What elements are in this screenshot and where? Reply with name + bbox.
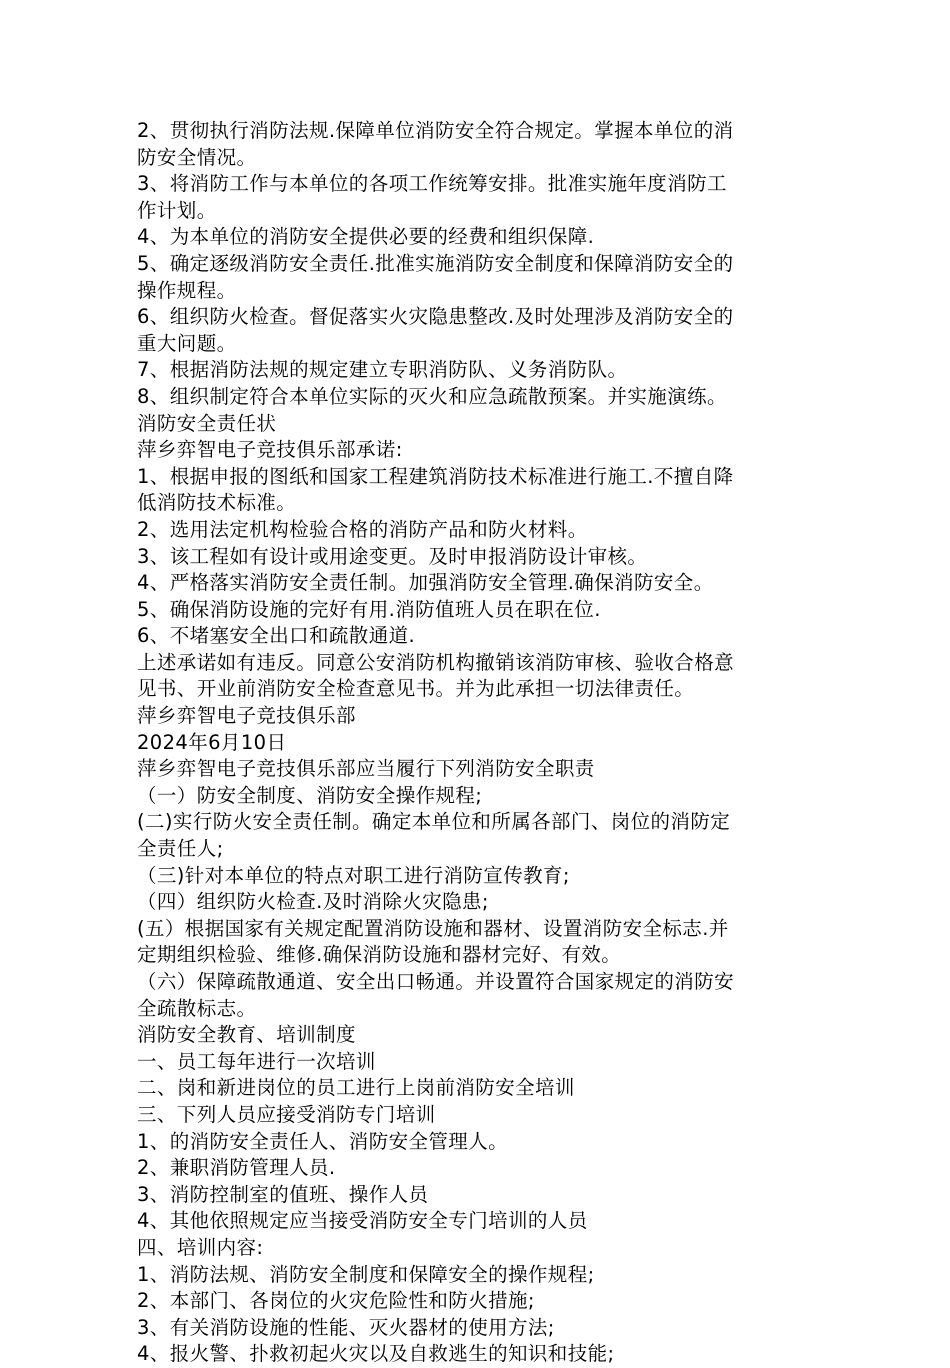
text-line: 作计划。 <box>137 198 217 222</box>
text-line: 3、有关消防设施的性能、灭火器材的使用方法; <box>137 1315 555 1339</box>
text-line: （一）防安全制度、消防安全操作规程; <box>137 783 483 807</box>
text-line: （三)针对本单位的特点对职工进行消防宣传教育; <box>137 863 570 887</box>
text-line: 萍乡弈智电子竞技俱乐部承诺: <box>137 438 403 462</box>
text-line: 2、贯彻执行消防法规.保障单位消防安全符合规定。掌握本单位的消 <box>137 119 734 142</box>
text-line: 6、组织防火检查。督促落实火灾隐患整改.及时处理涉及消防安全的 <box>137 305 734 329</box>
section-heading: 消防安全教育、培训制度 <box>137 1023 356 1047</box>
text-line: 2、本部门、各岗位的火灾危险性和防火措施; <box>137 1289 535 1313</box>
text-line: 二、岗和新进岗位的员工进行上岗前消防安全培训 <box>137 1076 575 1100</box>
signature-org: 萍乡弈智电子竞技俱乐部 <box>137 704 356 728</box>
section-heading: 萍乡弈智电子竞技俱乐部应当履行下列消防安全职责 <box>137 757 595 781</box>
text-line: 8、组织制定符合本单位实际的灭火和应急疏散预案。并实施演练。 <box>137 384 727 408</box>
text-line: 四、培训内容: <box>137 1235 264 1259</box>
text-line: 一、员工每年进行一次培训 <box>137 1049 376 1073</box>
text-line: 2、兼职消防管理人员. <box>137 1156 336 1180</box>
text-line: 7、根据消防法规的规定建立专职消防队、义务消防队。 <box>137 358 628 382</box>
text-line: 重大问题。 <box>137 331 237 355</box>
text-line: （四）组织防火检查.及时消除火灾隐患; <box>137 890 489 914</box>
signature-date: 2024年6月10日 <box>137 730 287 754</box>
section-heading: 消防安全责任状 <box>137 411 277 435</box>
text-line: 4、其他依照规定应当接受消防安全专门培训的人员 <box>137 1209 588 1233</box>
text-line: 操作规程。 <box>137 278 237 302</box>
text-line: 低消防技术标准。 <box>137 491 297 515</box>
text-line: 三、下列人员应接受消防专门培训 <box>137 1102 436 1126</box>
text-line: 定期组织检验、维修.确保消防设施和器材完好、有效。 <box>137 943 622 967</box>
document-body <box>137 118 819 1368</box>
text-line: 1、的消防安全责任人、消防安全管理人。 <box>137 1129 509 1153</box>
text-line: 1、根据申报的图纸和国家工程建筑消防技术标准进行施工.不擅自降 <box>137 464 734 488</box>
text-line: 防安全情况。 <box>137 145 257 169</box>
text-line: 6、不堵塞安全出口和疏散通道. <box>137 624 416 648</box>
text-line: （六）保障疏散通道、安全出口畅通。并设置符合国家规定的消防安 <box>137 970 735 993</box>
text-line: 5、确保消防设施的完好有用.消防值班人员在职在位. <box>137 597 601 621</box>
text-line: 全责任人; <box>137 837 224 861</box>
text-line: 4、报火警、扑救初起火灾以及自救逃生的知识和技能; <box>137 1342 615 1366</box>
text-line: 5、确定逐级消防安全责任.批准实施消防安全制度和保障消防安全的 <box>137 251 734 275</box>
text-line: 3、消防控制室的值班、操作人员 <box>137 1182 429 1206</box>
text-line: 见书、开业前消防安全检查意见书。并为此承担一切法律责任。 <box>137 677 695 701</box>
text-line: (五）根据国家有关规定配置消防设施和器材、设置消防安全标志.并 <box>137 916 729 940</box>
text-line: 1、消防法规、消防安全制度和保障安全的操作规程; <box>137 1262 595 1286</box>
text-line: 2、选用法定机构检验合格的消防产品和防火材料。 <box>137 517 588 541</box>
text-line: 4、为本单位的消防安全提供必要的经费和组织保障. <box>137 225 595 249</box>
text-line: (二)实行防火安全责任制。确定本单位和所属各部门、岗位的消防定 <box>137 810 731 834</box>
text-line: 4、严格落实消防安全责任制。加强消防安全管理.确保消防安全。 <box>137 571 714 595</box>
text-line: 3、将消防工作与本单位的各项工作统筹安排。批准实施年度消防工 <box>137 172 727 196</box>
text-line: 全疏散标志。 <box>137 996 257 1020</box>
text-line: 上述承诺如有违反。同意公安消防机构撤销该消防审核、验收合格意 <box>137 650 735 674</box>
text-line: 3、该工程如有设计或用途变更。及时申报消防设计审核。 <box>137 544 648 568</box>
